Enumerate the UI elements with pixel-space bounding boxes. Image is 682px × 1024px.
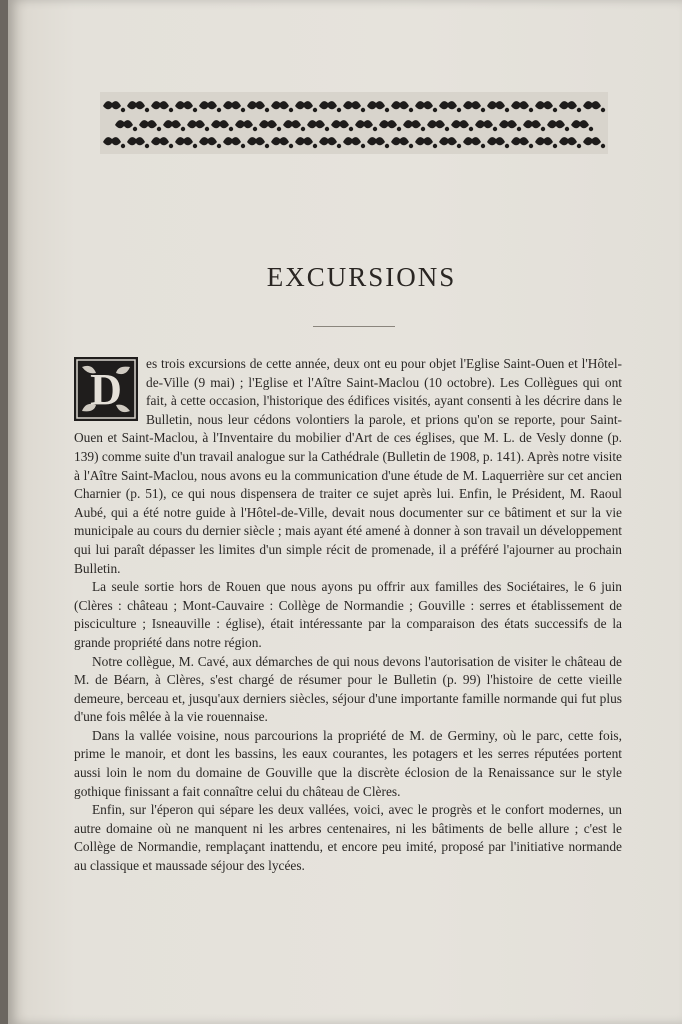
ornament-dot <box>601 108 605 112</box>
ornament-dot <box>553 108 557 112</box>
ornament-dot <box>337 144 341 148</box>
ornament-dot <box>589 127 593 131</box>
ornament-dot <box>217 108 221 112</box>
paragraph-1-text: es trois excursions de cette année, deux ont eu pour objet l'Eglise Saint-Ouen et l'Hôtel-de-Ville (9 mai) ; l'Eglise et l'Aître Saint-Maclou (10 octobre). Les Collègues qui ont fait, à cette occasion, l'historique des édifices visités, ayant consenti à les décrire dans le Bulletin, nous leur cédons volontiers la parole, et prions qu'on se reporte, pour Saint-Ouen et Saint-Maclou, à l'Inventaire du mobilier d'Art de ces églises, que M. L. de Vesly donne (p. 139) comme suite d'un travail analogue sur la Cathédrale (Bulletin de 1908, p. 141). Après notre visite à l'Aître Saint-Maclou, nous avons eu la communication d'une étude de M. Laquerrière sur cet ancien Charnier (p. 51), ce qui nous dispensera de traiter ce sujet après lui. Enfin, le Président, M. Raoul Aubé, qui a été notre guide à l'Hôtel-de-Ville, devait nous documenter sur ce bâtiment et sur la vie municipale au cours du dernier siècle ; mais ayant été amené à donner à son travail un développement qui lui paraît dépasser les limites d'un simple récit de promenade, il a préféré l'ajourner au prochain Bulletin. <box>74 356 622 576</box>
ornament-dot <box>181 127 185 131</box>
ornament-dot <box>121 108 125 112</box>
ornament-dot <box>409 144 413 148</box>
ornament-dot <box>313 144 317 148</box>
paragraph-4: Dans la vallée voisine, nous parcourions la propriété de M. de Germiny, où le parc, cette fois, prime le manoir, et dont les bassins, les eaux courantes, les potagers et les serres réputées portent aussi loin le nom du domaine de Gouville que la discrète éclosion de la Renaissance sur le style gothique finissant a fait connaître celui du château de Clères. <box>74 727 622 799</box>
ornament-dot <box>253 127 257 131</box>
ornament-dot <box>541 127 545 131</box>
ornament-dot <box>445 127 449 131</box>
ornament-dot <box>265 144 269 148</box>
ornament-dot <box>361 144 365 148</box>
ornament-dot <box>265 108 269 112</box>
ornament-dot <box>241 144 245 148</box>
ornament-dot <box>205 127 209 131</box>
ornament-dot <box>193 144 197 148</box>
ornament-dot <box>457 108 461 112</box>
ornament-dot <box>517 127 521 131</box>
ornament-dot <box>601 144 605 148</box>
ornament-dot <box>577 108 581 112</box>
book-page <box>8 0 682 1024</box>
ornament-dot <box>241 108 245 112</box>
ornament-dot <box>505 144 509 148</box>
ornament-dot <box>553 144 557 148</box>
ornament-dot <box>409 108 413 112</box>
ornament-dot <box>145 144 149 148</box>
ornament-dot <box>121 144 125 148</box>
ornament-dot <box>229 127 233 131</box>
ornament-dot <box>421 127 425 131</box>
ornament-dot <box>565 127 569 131</box>
ornament-dot <box>301 127 305 131</box>
ornament-dot <box>289 108 293 112</box>
ornament-dot <box>313 108 317 112</box>
ornament-dot <box>397 127 401 131</box>
ornament-dot <box>145 108 149 112</box>
ornament-dot <box>277 127 281 131</box>
ornament-dot <box>469 127 473 131</box>
ornament-dot <box>325 127 329 131</box>
ornament-dot <box>373 127 377 131</box>
ornament-dot <box>193 108 197 112</box>
ornament-dot <box>433 108 437 112</box>
ornament-dot <box>349 127 353 131</box>
ornament-dot <box>157 127 161 131</box>
ornament-dot <box>577 144 581 148</box>
ornament-dot <box>529 144 533 148</box>
ornament-dot <box>361 108 365 112</box>
article-body <box>74 355 622 876</box>
ornament-dot <box>385 108 389 112</box>
ornament-dot <box>169 108 173 112</box>
paragraph-1 <box>74 355 622 578</box>
ornament-dot <box>133 127 137 131</box>
paragraph-2: La seule sortie hors de Rouen que nous ayons pu offrir aux familles des Sociétaires, le 6 juin (Clères : château ; Mont-Cauvaire : Collège de Normandie ; Gouville : serres et établissement de pisciculture ; Isneauville : église), était intéressante par la comparaison des états successifs de la grande propriété dans notre région. <box>74 579 622 650</box>
floral-ornament-band <box>100 92 608 154</box>
ornament-dot <box>481 108 485 112</box>
page-title: EXCURSIONS <box>266 262 457 292</box>
ornament-dot <box>457 144 461 148</box>
ornament-dot <box>505 108 509 112</box>
ornament-dot <box>529 108 533 112</box>
ornament-dot <box>493 127 497 131</box>
paragraph-3: Notre collègue, M. Cavé, aux démarches de qui nous devons l'autorisation de visiter le château de M. de Béarn, à Clères, s'est chargé de résumer pour le Bulletin (p. 99) l'histoire de cette vieille demeure, berceau et, jusqu'aux derniers siècles, séjour d'une importante famille normande qui fut plus d'une fois mêlée à la vie rouennaise. <box>74 653 622 725</box>
title-divider <box>313 326 395 327</box>
drop-cap-glyph: D <box>90 365 122 414</box>
ornament-dot <box>385 144 389 148</box>
drop-cap-letter <box>74 357 138 421</box>
ornament-dot <box>337 108 341 112</box>
ornament-dot <box>289 144 293 148</box>
ornament-dot <box>481 144 485 148</box>
paragraph-5: Enfin, sur l'éperon qui sépare les deux vallées, voici, avec le progrès et le confort modernes, un autre domaine où ne manquent ni les arbres centenaires, ni les bâtiments de belle allure ; c'est le Collège de Normandie, remplaçant inattendu, et encore peu imité, proposé par l'initiative normande au classique et maussade séjour des lycées. <box>74 802 622 874</box>
ornament-dot <box>217 144 221 148</box>
ornament-dot <box>169 144 173 148</box>
ornament-dot <box>433 144 437 148</box>
